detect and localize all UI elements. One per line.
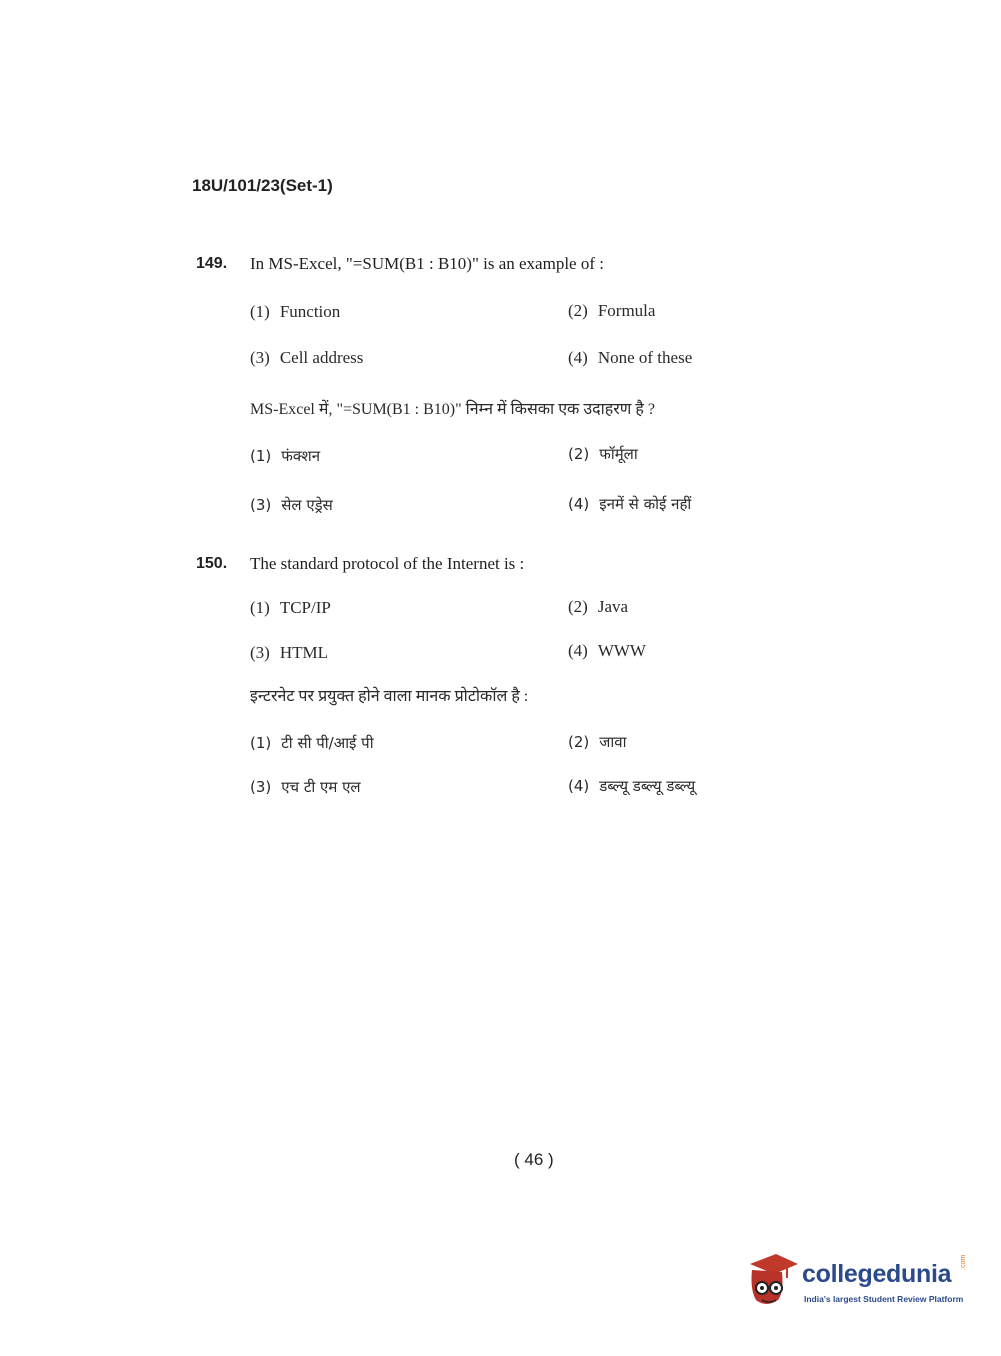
- option-text: एच टी एम एल: [281, 778, 361, 796]
- page-number: ( 46 ): [514, 1150, 554, 1169]
- option-number: (2): [568, 301, 588, 320]
- option-number: (3): [250, 778, 272, 796]
- option-text: HTML: [279, 643, 328, 662]
- option-4-english: [568, 348, 692, 368]
- question-text-hindi: MS-Excel में, "=SUM(B1 : B10)" निम्न में किसका एक उदाहरण है ?: [250, 401, 655, 418]
- option-4-hindi: [568, 776, 695, 796]
- question-number: 150.: [196, 555, 228, 572]
- collegedunia-watermark: [742, 1250, 972, 1314]
- question-number: 149.: [196, 255, 228, 272]
- option-3-english: [250, 643, 328, 663]
- option-text: फंक्शन: [281, 447, 321, 465]
- option-3-english: [250, 348, 363, 368]
- question-text-english: The standard protocol of the Internet is :: [250, 554, 525, 573]
- option-2-hindi: [568, 444, 638, 464]
- option-4-hindi: [568, 494, 691, 514]
- option-number: (3): [250, 643, 270, 662]
- option-2-english: [568, 301, 655, 321]
- paper-code: 18U/101/23(Set-1): [192, 176, 333, 195]
- option-4-english: [568, 641, 646, 661]
- option-number: (3): [250, 496, 272, 514]
- option-text: डब्ल्यू डब्ल्यू डब्ल्यू: [599, 777, 696, 795]
- option-1-english: [250, 302, 340, 322]
- option-number: (3): [250, 348, 270, 367]
- option-1-hindi: [250, 446, 320, 466]
- option-text: TCP/IP: [279, 598, 331, 617]
- option-number: (1): [250, 302, 270, 321]
- option-1-english: [250, 598, 331, 618]
- student-mascot-icon: [742, 1250, 798, 1310]
- option-1-hindi: [250, 733, 374, 753]
- question-text-hindi: इन्टरनेट पर प्रयुक्त होने वाला मानक प्रोटोकॉल है :: [250, 688, 529, 705]
- option-text: None of these: [597, 348, 693, 367]
- option-text: फॉर्मूला: [599, 445, 638, 463]
- option-number: (4): [568, 777, 590, 795]
- option-number: (1): [250, 598, 270, 617]
- option-text: WWW: [597, 641, 646, 660]
- brand-name: collegedunia: [802, 1260, 952, 1288]
- option-text: सेल एड्रेस: [281, 496, 333, 514]
- option-2-hindi: [568, 732, 627, 752]
- option-3-hindi: [250, 495, 333, 515]
- option-text: जावा: [599, 733, 627, 751]
- option-text: Cell address: [279, 348, 364, 367]
- question-text-english: In MS-Excel, "=SUM(B1 : B10)" is an example of :: [250, 254, 604, 273]
- brand-tagline: India's largest Student Review Platform: [804, 1294, 964, 1304]
- option-number: (4): [568, 641, 588, 660]
- option-number: (2): [568, 445, 590, 463]
- option-text: Java: [597, 597, 629, 616]
- option-number: (4): [568, 348, 588, 367]
- option-number: (2): [568, 733, 590, 751]
- option-number: (2): [568, 597, 588, 616]
- option-text: इनमें से कोई नहीं: [599, 495, 692, 513]
- option-number: (1): [250, 734, 272, 752]
- option-number: (1): [250, 447, 272, 465]
- option-text: टी सी पी/आई पी: [281, 734, 374, 752]
- option-3-hindi: [250, 777, 361, 797]
- option-text: Function: [279, 302, 341, 321]
- option-number: (4): [568, 495, 590, 513]
- option-2-english: [568, 597, 628, 617]
- option-text: Formula: [597, 301, 656, 320]
- brand-domain-suffix: .com: [960, 1254, 967, 1270]
